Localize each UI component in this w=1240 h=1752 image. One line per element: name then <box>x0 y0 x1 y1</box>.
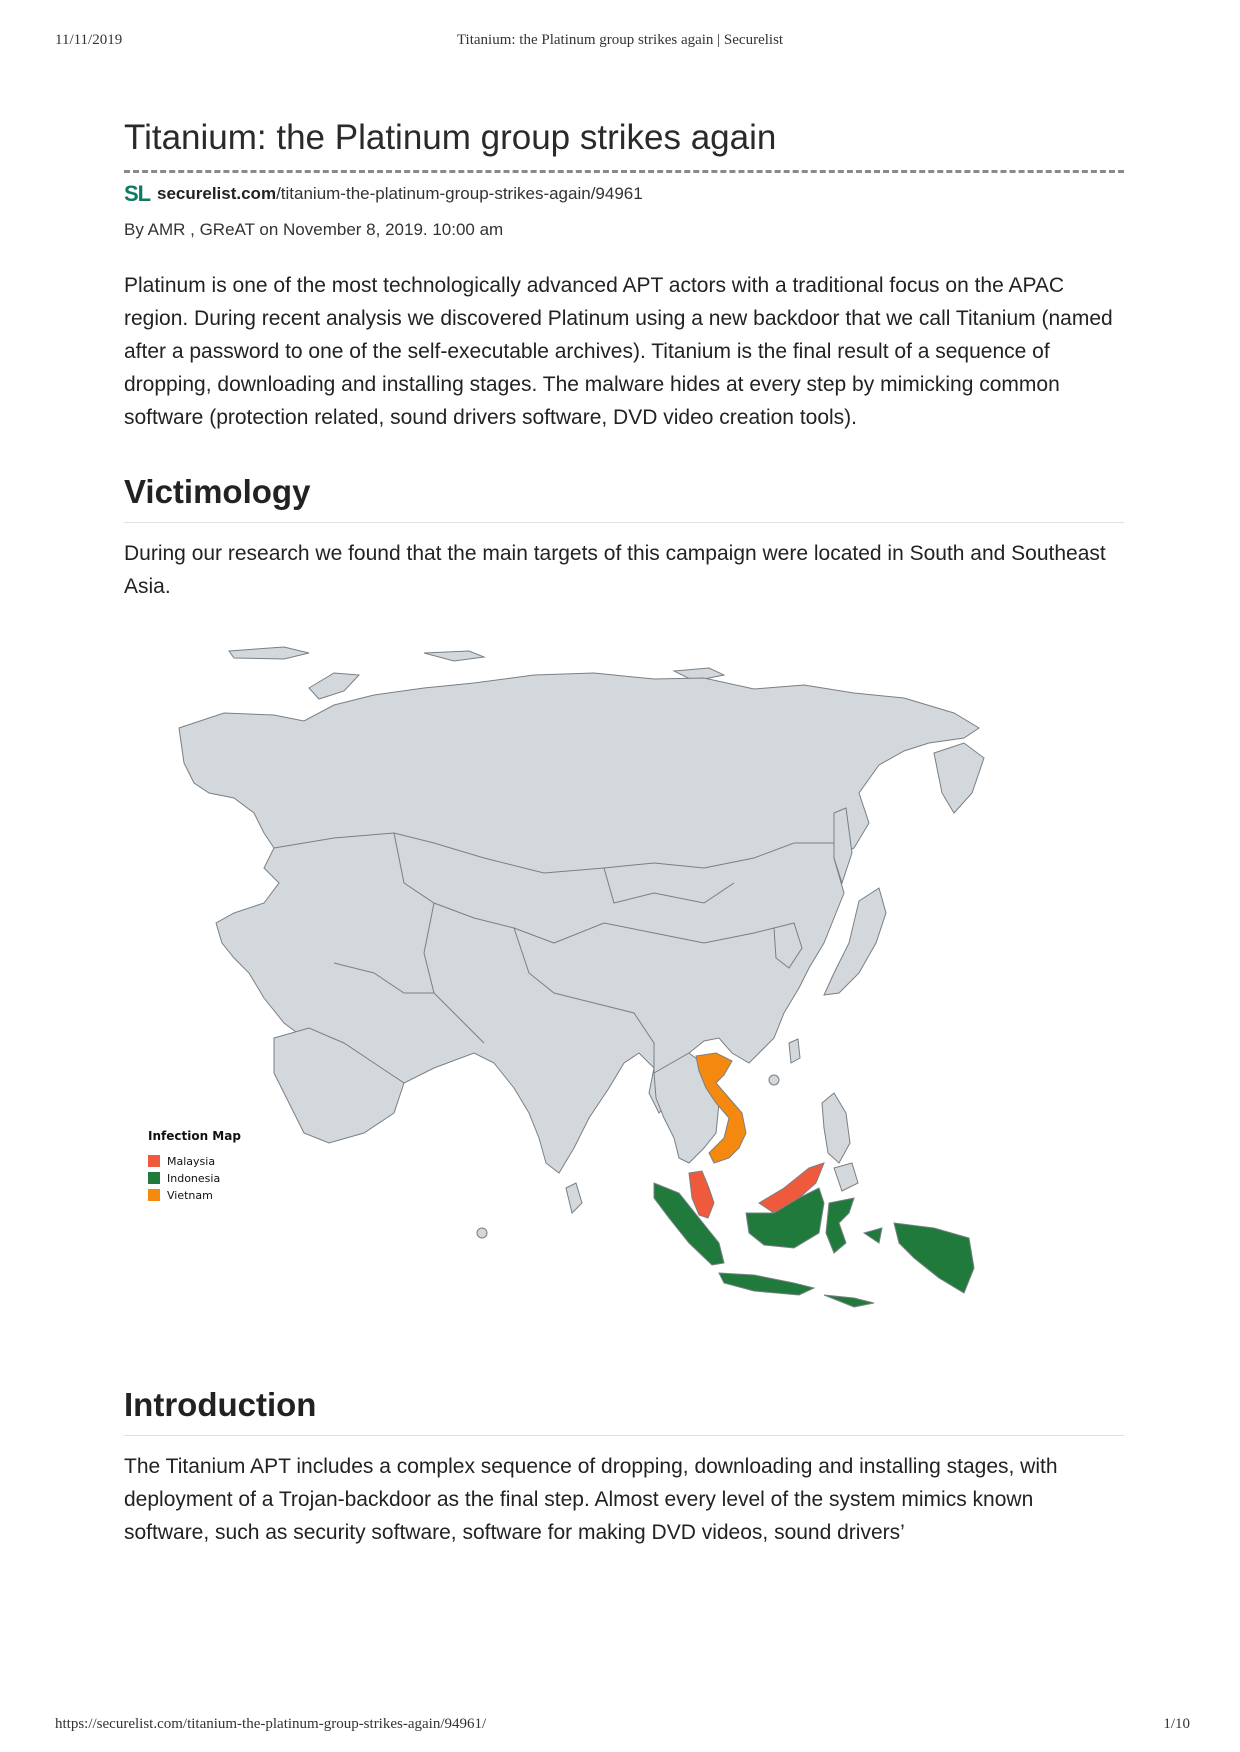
byline: By AMR , GReAT on November 8, 2019. 10:00 am <box>124 220 504 239</box>
intro-paragraph: Platinum is one of the most technologically advanced APT actors with a traditional focus on the APAC region. During recent analysis we discovered Platinum using a new backdoor that we call Titanium (named after a password to one of the self-executable archives). Titanium is the final result of a sequence of dropping, downloading and installing stages. The malware hides at every step by mimicking common software (protection related, sound drivers software, DVD video creation tools). <box>124 274 1113 429</box>
nusa-tenggara-islands <box>824 1295 874 1307</box>
philippines-islands <box>822 1093 850 1163</box>
page-number: 1/10 <box>1163 1716 1190 1732</box>
map-landmass <box>179 647 984 1238</box>
taiwan-island <box>789 1039 800 1063</box>
legend-label-indonesia: Indonesia <box>167 1172 221 1185</box>
arctic-island-2 <box>424 651 484 661</box>
legend-label-malaysia: Malaysia <box>167 1155 216 1168</box>
source-link[interactable] <box>124 181 1124 207</box>
legend-swatch-indonesia <box>148 1172 160 1184</box>
print-footer <box>0 1716 1240 1736</box>
infection-map <box>134 643 1094 1373</box>
article-title: Titanium: the Platinum group strikes again <box>124 112 1124 173</box>
print-header <box>0 32 1240 52</box>
source-domain[interactable]: securelist.com <box>157 184 277 203</box>
asia-map-svg <box>134 643 1094 1373</box>
print-url: https://securelist.com/titanium-the-platinum-group-strikes-again/94961/ <box>55 1716 487 1732</box>
mindanao-island <box>834 1163 858 1191</box>
source-path[interactable]: /titanium-the-platinum-group-strikes-again/94961 <box>276 184 643 203</box>
print-date: 11/11/2019 <box>55 32 123 48</box>
sri-lanka-island <box>566 1183 582 1213</box>
introduction-paragraph: The Titanium APT includes a complex sequence of dropping, downloading and installing stages, with deployment of a Trojan-backdoor as the final step. Almost every level of the system mimics known software, such as security software, software for making DVD videos, sound drivers’ <box>124 1455 1058 1544</box>
maluku-islands <box>864 1228 882 1243</box>
hong-kong-dot <box>769 1075 779 1085</box>
print-page-title: Titanium: the Platinum group strikes again | Securelist <box>456 32 784 48</box>
legend-swatch-malaysia <box>148 1155 160 1167</box>
legend-swatch-vietnam <box>148 1189 160 1201</box>
sumatra-island <box>654 1183 724 1265</box>
heading-victimology: Victimology <box>124 470 1124 523</box>
securelist-logo-icon: SL <box>124 181 151 206</box>
java-island <box>719 1273 814 1295</box>
novaya-zemlya-island <box>309 673 359 699</box>
article <box>124 112 1124 1549</box>
sulawesi-island <box>826 1198 854 1253</box>
heading-introduction: Introduction <box>124 1383 1124 1436</box>
maldives-dot <box>477 1228 487 1238</box>
legend-label-vietnam: Vietnam <box>167 1189 213 1202</box>
victimology-paragraph: During our research we found that the main targets of this campaign were located in South and Southeast Asia. <box>124 542 1106 598</box>
papua-island <box>894 1223 974 1293</box>
legend-title: Infection Map <box>148 1129 241 1143</box>
arctic-island-1 <box>229 647 309 659</box>
kamchatka-peninsula <box>934 743 984 813</box>
map-legend <box>148 1129 241 1202</box>
